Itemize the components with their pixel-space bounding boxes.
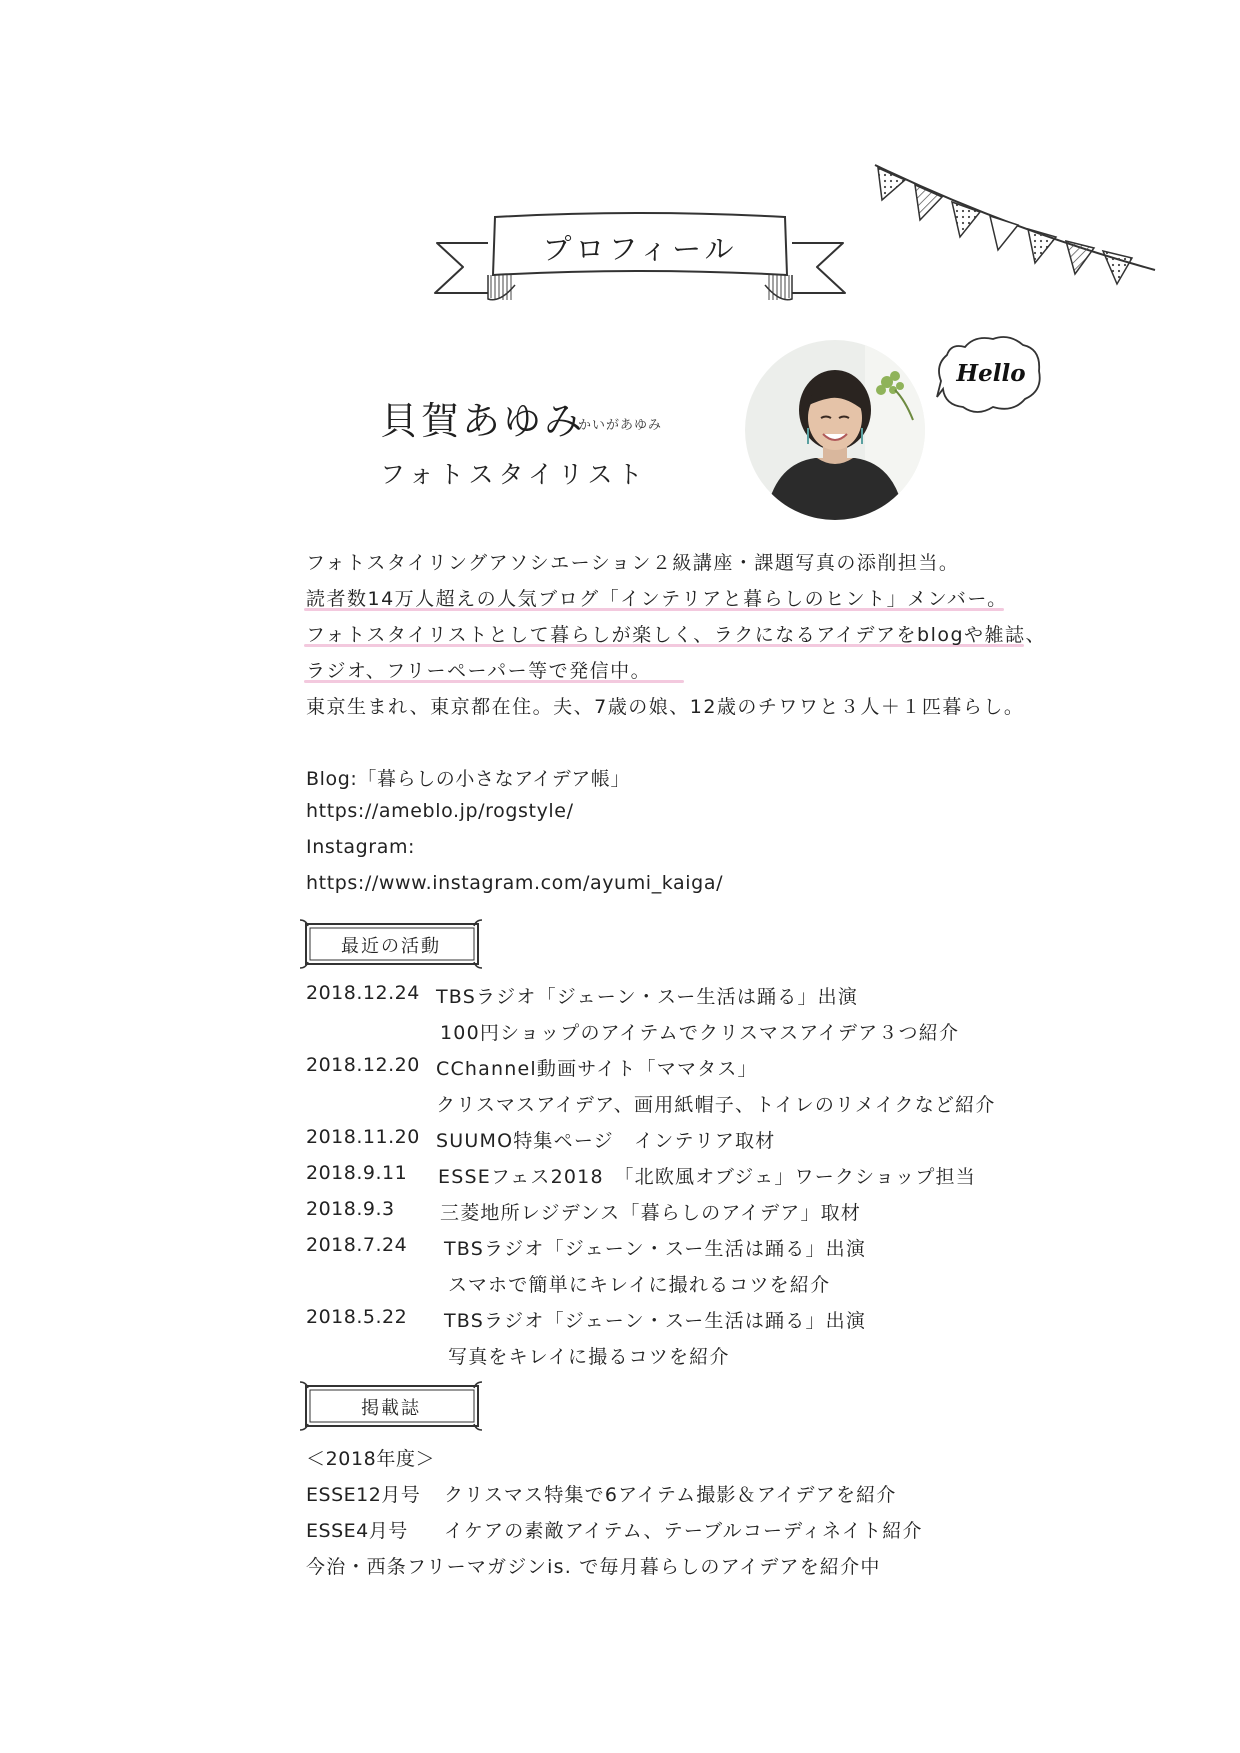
bio-line: ラジオ、フリーペーパー等で発信中。 [306, 660, 652, 682]
activity-text: SUUMO特集ページ インテリア取材 [436, 1130, 776, 1152]
magazine-note: 今治・西条フリーマガジンis. で毎月暮らしのアイデアを紹介中 [306, 1556, 881, 1578]
activity-date: 2018.12.24 [306, 982, 420, 1004]
portrait-illustration [745, 340, 925, 520]
profile-name-reading: かいがあゆみ [578, 418, 663, 433]
instagram-label: Instagram: [306, 836, 416, 858]
speech-bubble-graphic [935, 333, 1045, 421]
magazines-heading-box [296, 1380, 486, 1432]
bio-line: フォトスタイリストとして暮らしが楽しく、ラクになるアイデアをblogや雑誌、 [306, 624, 1047, 646]
bio-line: フォトスタイリングアソシエーション２級講座・課題写真の添削担当。 [306, 552, 960, 574]
magazines-heading: 掲載誌 [361, 1398, 421, 1419]
activity-text: ESSEフェス2018 「北欧風オブジェ」ワークショップ担当 [438, 1166, 976, 1188]
activity-text: TBSラジオ「ジェーン・スー生活は踊る」出演 [436, 986, 859, 1008]
activity-text: 三菱地所レジデンス「暮らしのアイデア」取材 [440, 1202, 862, 1224]
profile-photo [745, 340, 925, 520]
activity-text: クリスマスアイデア、画用紙帽子、トイレのリメイクなど紹介 [436, 1094, 996, 1116]
activity-text: スマホで簡単にキレイに撮れるコツを紹介 [448, 1274, 831, 1296]
activity-text: 100円ショップのアイテムでクリスマスアイデア３つ紹介 [440, 1022, 960, 1044]
profile-name: 貝賀あゆみ [380, 399, 586, 443]
recent-activity-heading: 最近の活動 [341, 936, 441, 957]
blog-link[interactable]: https://ameblo.jp/rogstyle/ [306, 800, 574, 822]
bio-line: 東京生まれ、東京都在住。夫、7歳の娘、12歳のチワワと３人＋１匹暮らし。 [306, 696, 1025, 718]
bio-line: 読者数14万人超えの人気ブログ「インテリアと暮らしのヒント」メンバー。 [306, 588, 1008, 610]
activity-text: 写真をキレイに撮るコツを紹介 [448, 1346, 730, 1368]
bunting-graphic [870, 160, 1160, 310]
activity-date: 2018.9.3 [306, 1198, 395, 1220]
magazine-name: ESSE12月号 [306, 1484, 421, 1506]
bunting-decoration [870, 160, 1160, 310]
magazines-year: ＜2018年度＞ [306, 1448, 436, 1470]
hello-text: Hello [956, 360, 1026, 387]
activity-text: TBSラジオ「ジェーン・スー生活は踊る」出演 [444, 1310, 867, 1332]
blog-label: Blog:「暮らしの小さなアイデア帳」 [306, 768, 631, 790]
magazine-name: ESSE4月号 [306, 1520, 408, 1542]
activity-date: 2018.9.11 [306, 1162, 408, 1184]
activity-date: 2018.5.22 [306, 1306, 408, 1328]
page-title: プロフィール [542, 232, 738, 266]
recent-activity-heading-box [296, 918, 486, 970]
activity-date: 2018.12.20 [306, 1054, 420, 1076]
title-banner [425, 205, 855, 315]
activity-date: 2018.11.20 [306, 1126, 420, 1148]
activity-date: 2018.7.24 [306, 1234, 408, 1256]
profile-job-title: フォトスタイリスト [380, 460, 648, 489]
instagram-link[interactable]: https://www.instagram.com/ayumi_kaiga/ [306, 872, 724, 894]
activity-text: CChannel動画サイト「ママタス」 [436, 1058, 758, 1080]
magazine-text: クリスマス特集で6アイテム撮影＆アイデアを紹介 [444, 1484, 897, 1506]
magazine-text: イケアの素敵アイテム、テーブルコーディネイト紹介 [444, 1520, 923, 1542]
hello-speech-bubble [935, 333, 1045, 421]
activity-text: TBSラジオ「ジェーン・スー生活は踊る」出演 [444, 1238, 867, 1260]
